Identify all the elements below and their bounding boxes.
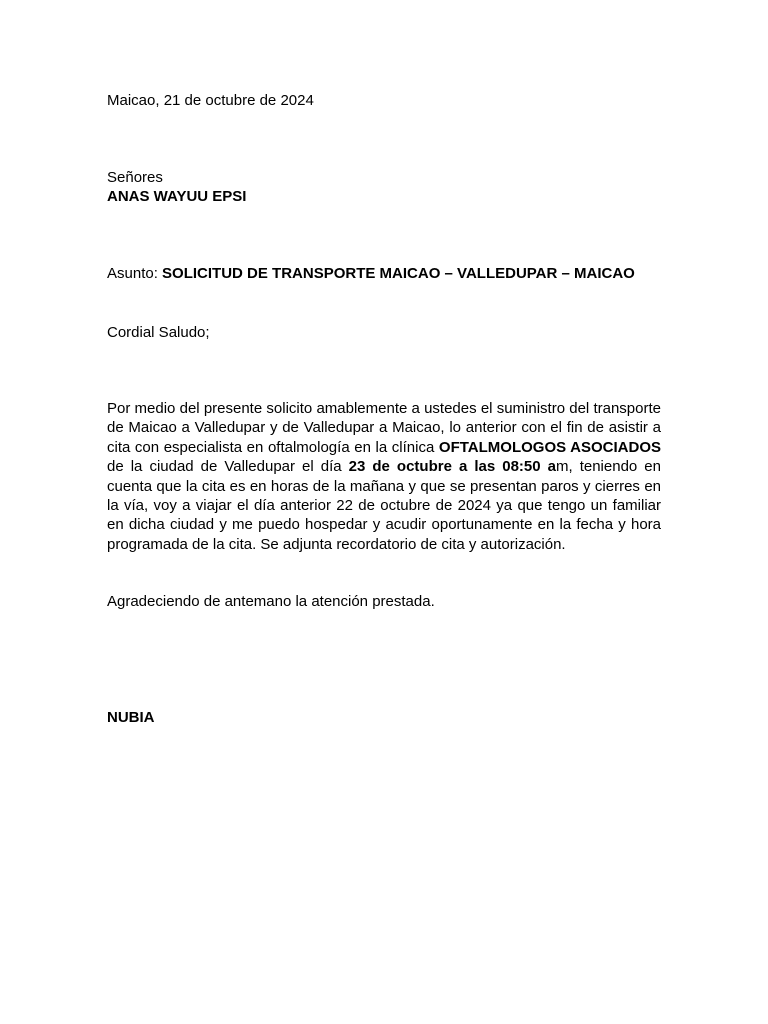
closing-line: Agradeciendo de antemano la atención prestada. xyxy=(107,593,435,610)
recipient-name: ANAS WAYUU EPSI xyxy=(107,188,247,205)
date-line: Maicao, 21 de octubre de 2024 xyxy=(107,92,314,109)
clinic-name: OFTALMOLOGOS ASOCIADOS xyxy=(438,438,661,456)
signature-name: NUBIA xyxy=(107,709,155,726)
salutation-prefix: Señores xyxy=(107,169,163,186)
body-text-part2: de la ciudad de Valledupar el día xyxy=(107,458,349,476)
greeting: Cordial Saludo; xyxy=(107,324,210,341)
appointment-datetime: 23 de octubre a las 08:50 a xyxy=(348,458,556,476)
subject-label: Asunto: xyxy=(107,265,163,282)
body-text-part3: m, teniendo en cuenta que la cita es en horas de la mañana y que se presentan paros y cierres en la vía, voy a viajar el día anterior 22 de octubre de 2024 ya que tengo un familiar en dicha ciudad y me puedo hospedar y acudir oportunamente en la fecha y hora programada de la cita. Se adjunta recordatorio de cita y autorización. xyxy=(107,458,661,553)
subject-text: SOLICITUD DE TRANSPORTE MAICAO – VALLEDUPAR – MAICAO xyxy=(162,265,635,282)
body-paragraph xyxy=(107,399,661,554)
subject-line xyxy=(107,264,635,283)
body-text-part1: Por medio del presente solicito amablemente a ustedes el suministro del transporte de Maicao a Valledupar y de Valledupar a Maicao, lo anterior con el fin de asistir a cita con especialista en oftalmología en la clínica xyxy=(107,400,661,456)
